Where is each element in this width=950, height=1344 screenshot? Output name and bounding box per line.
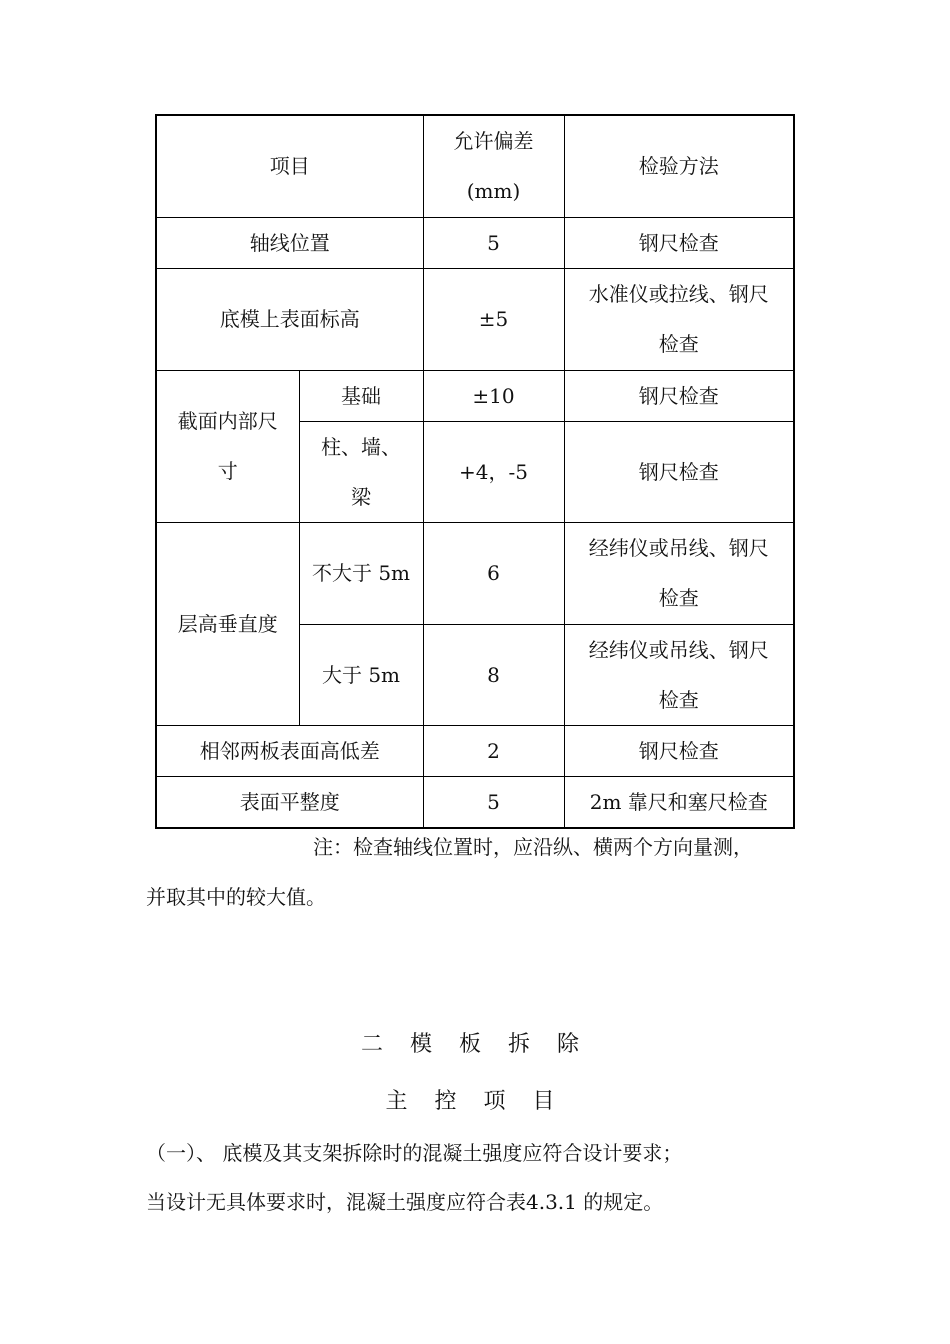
cell-method: 水准仪或拉线、钢尺 检查 (564, 268, 794, 370)
table-note-line2: 并取其中的较大值。 (146, 885, 326, 909)
table-row (156, 725, 794, 776)
cell-tolerance: 5 (423, 217, 564, 268)
cell-tolerance: 6 (423, 522, 564, 624)
table-header-row (156, 115, 794, 217)
header-tolerance: 允许偏差 (mm) (423, 115, 564, 217)
tolerance-table (155, 114, 795, 829)
subsection-title: 主 控 项 目 (385, 1089, 565, 1114)
table-note-line1: 注：检查轴线位置时，应沿纵、横两个方向量测， (313, 835, 753, 859)
table-row (156, 217, 794, 268)
cell-item: 轴线位置 (156, 217, 423, 268)
cell-item: 底模上表面标高 (156, 268, 423, 370)
cell-method: 经纬仪或吊线、钢尺 检查 (564, 522, 794, 624)
header-method: 检验方法 (564, 115, 794, 217)
cell-method: 钢尺检查 (564, 217, 794, 268)
table-row (156, 776, 794, 828)
table-row (156, 522, 794, 624)
section-title: 二 模 板 拆 除 (361, 1032, 589, 1057)
header-item: 项目 (156, 115, 423, 217)
cell-tolerance: ±5 (423, 268, 564, 370)
cell-method: 经纬仪或吊线、钢尺 检查 (564, 624, 794, 725)
cell-group: 截面内部尺 寸 (156, 370, 299, 522)
cell-item: 相邻两板表面高低差 (156, 725, 423, 776)
cell-sub: 不大于 5m (299, 522, 423, 624)
cell-method: 钢尺检查 (564, 725, 794, 776)
cell-method: 钢尺检查 (564, 421, 794, 522)
cell-method: 钢尺检查 (564, 370, 794, 421)
cell-tolerance: +4，-5 (423, 421, 564, 522)
cell-item: 表面平整度 (156, 776, 423, 828)
cell-method: 2m 靠尺和塞尺检查 (564, 776, 794, 828)
cell-tolerance: 2 (423, 725, 564, 776)
cell-tolerance: 5 (423, 776, 564, 828)
cell-sub: 基础 (299, 370, 423, 421)
cell-group: 层高垂直度 (156, 522, 299, 725)
cell-sub: 大于 5m (299, 624, 423, 725)
paragraph-line1: （一）、 底模及其支架拆除时的混凝土强度应符合设计要求； (146, 1141, 683, 1165)
table-row (156, 268, 794, 370)
cell-tolerance: ±10 (423, 370, 564, 421)
cell-sub: 柱、墙、 梁 (299, 421, 423, 522)
paragraph-line2: 当设计无具体要求时，混凝土强度应符合表4.3.1 的规定。 (146, 1190, 664, 1214)
cell-tolerance: 8 (423, 624, 564, 725)
table-row (156, 370, 794, 421)
